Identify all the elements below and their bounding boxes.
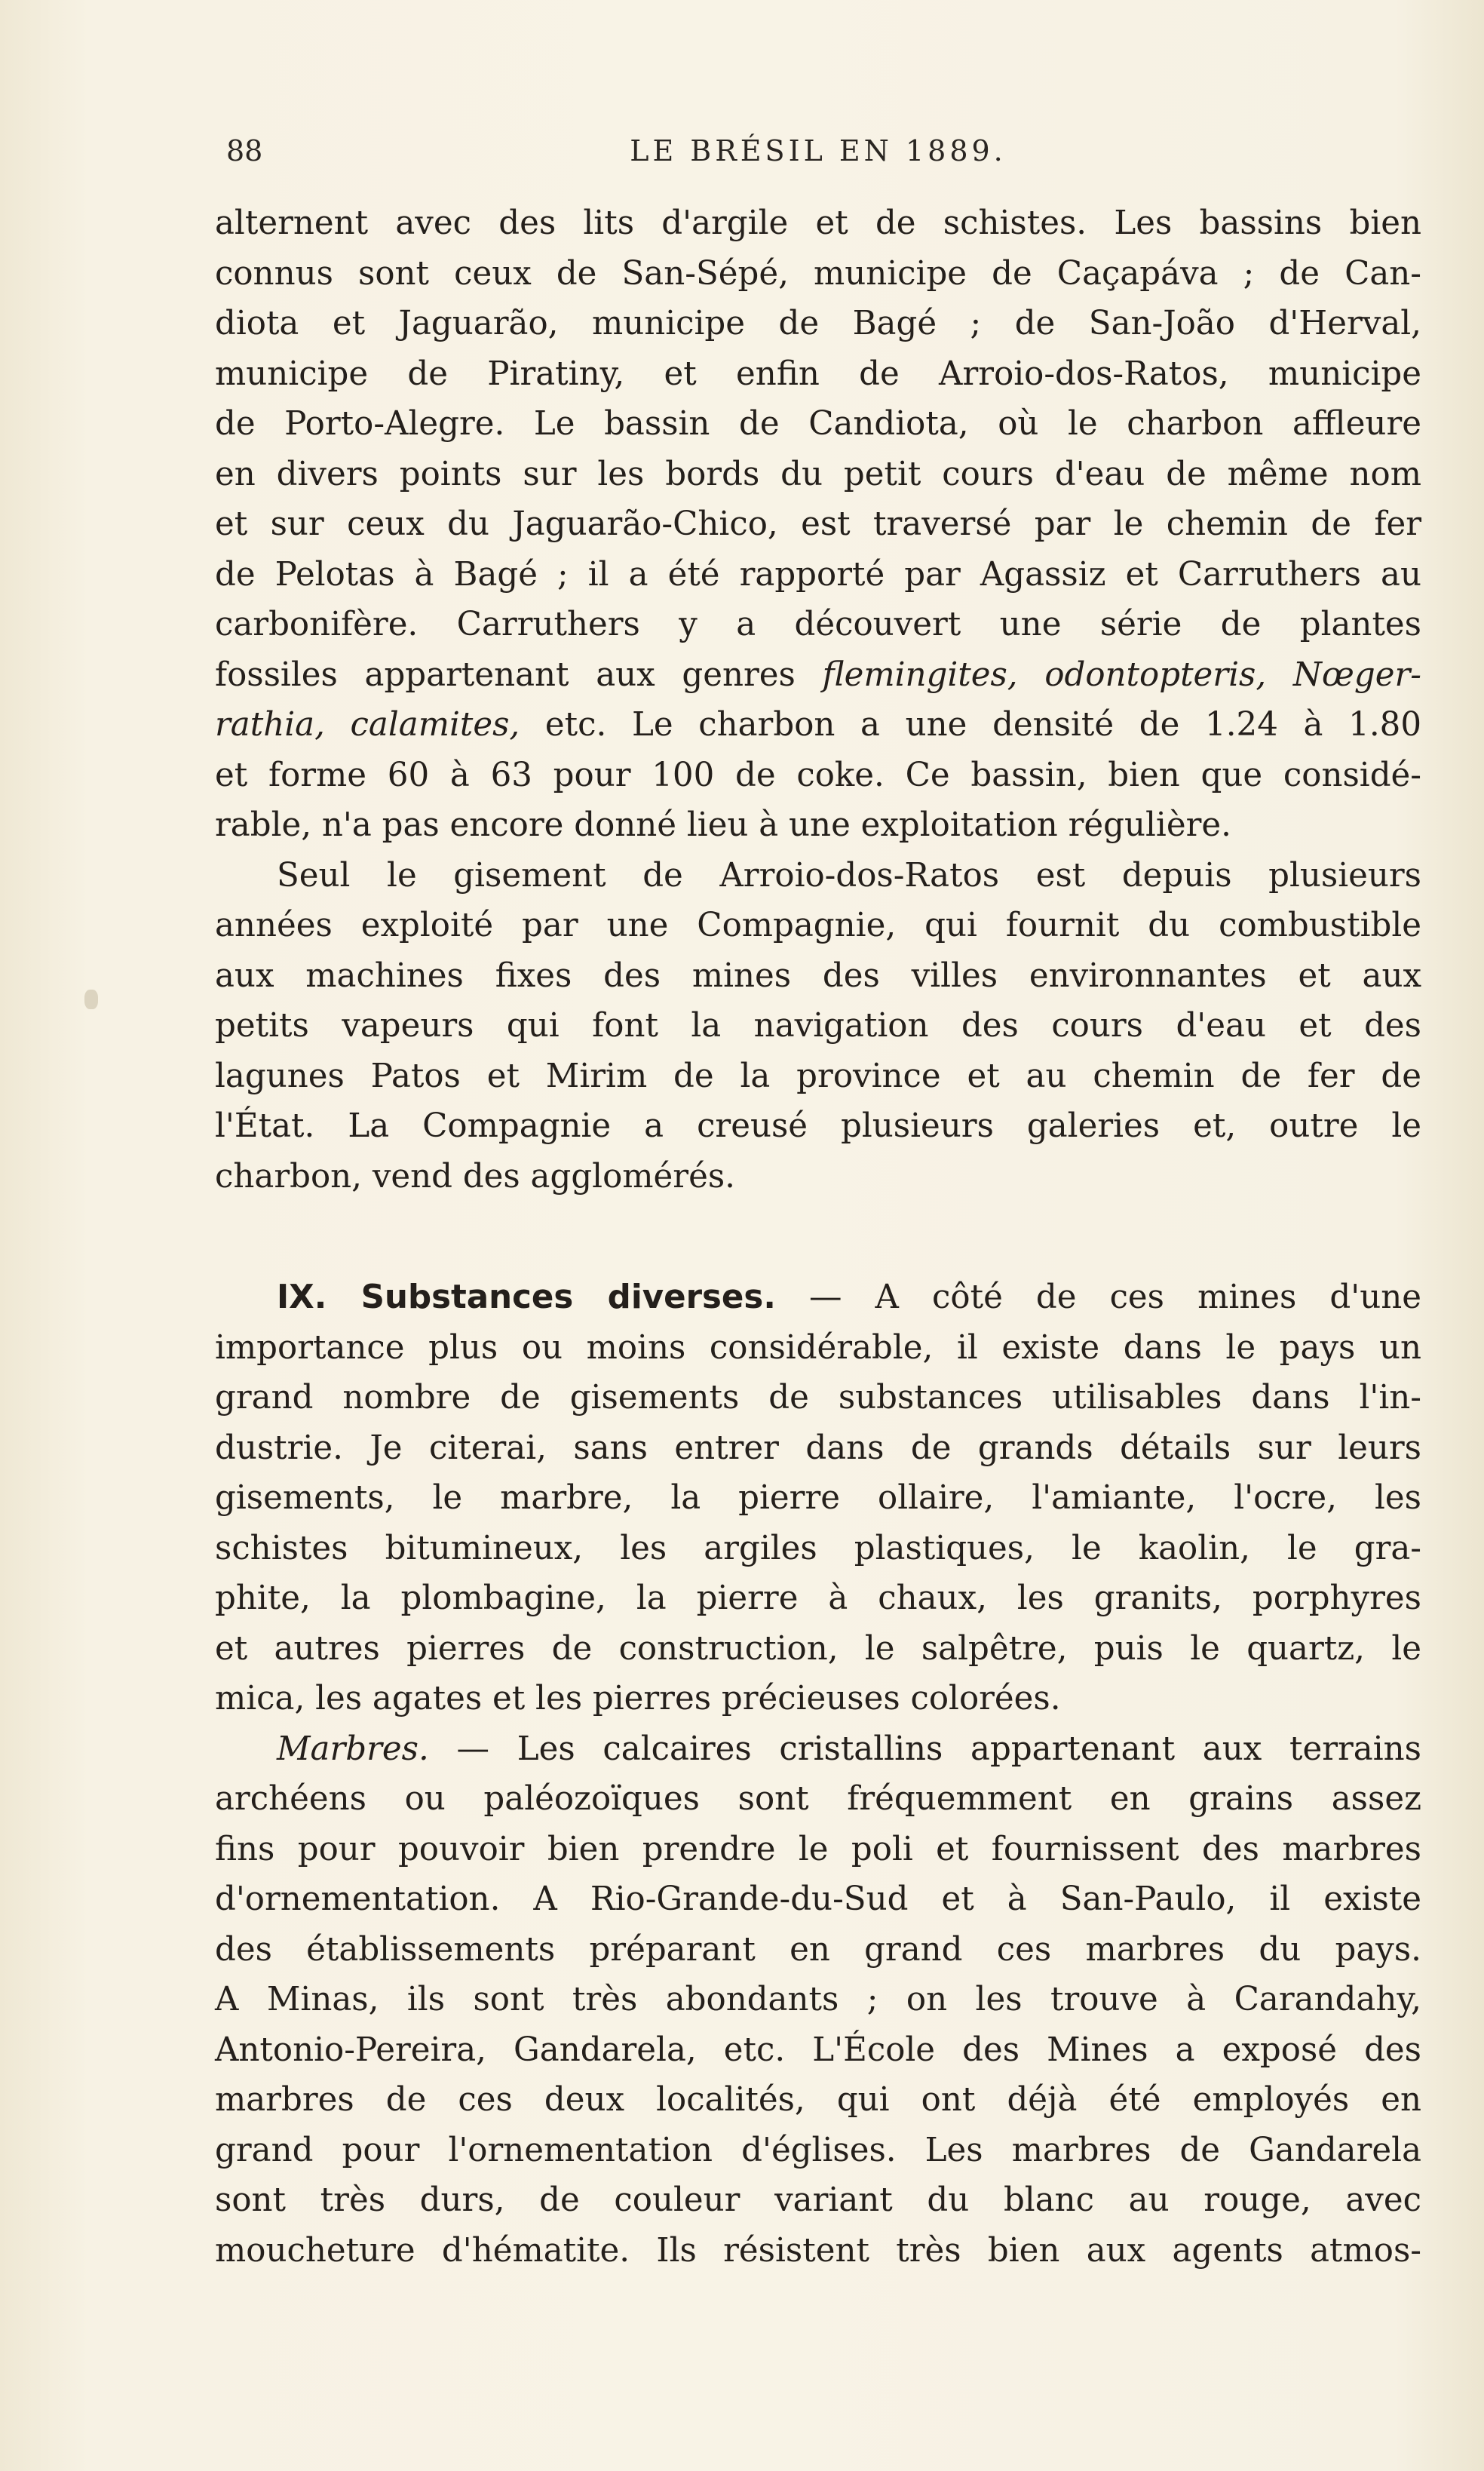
- text-line: et sur ceux du Jaguarão-Chico, est traversé par le chemin de fer: [215, 505, 1421, 543]
- text-line: connus sont ceux de San-Sépé, municipe de Caçapáva ; de Can-: [215, 254, 1421, 293]
- text-line: en divers points sur les bords du petit cours d'eau de même nom: [215, 455, 1421, 493]
- text-line: l'État. La Compagnie a creusé plusieurs galeries et, outre le: [215, 1107, 1421, 1145]
- heading-continuation: — Les calcaires cristallins appartenant aux terrains: [428, 1730, 1421, 1768]
- text-line: grand pour l'ornementation d'églises. Les marbres de Gandarela: [215, 2131, 1421, 2169]
- text-line: fins pour pouvoir bien prendre le poli et fournissent des marbres: [215, 1830, 1421, 1868]
- text-line: fossiles appartenant aux genres flemingites, odontopteris, Nœger-: [215, 655, 1421, 694]
- text-line: [215, 1724, 1421, 1775]
- paragraph-1: [215, 198, 1421, 851]
- text-line: moucheture d'hématite. Ils résistent très bien aux agents atmos-: [215, 2231, 1421, 2270]
- text-line: importance plus ou moins considérable, il existe dans le pays un: [215, 1328, 1421, 1367]
- page-number: 88: [226, 134, 263, 167]
- italic-genus-names: rathia, calamites,: [215, 706, 520, 744]
- text-line: mica, les agates et les pierres précieuses colorées.: [215, 1680, 1061, 1717]
- running-head: LE BRÉSIL EN 1889.: [630, 134, 1007, 167]
- text-line: diota et Jaguarão, municipe de Bagé ; de San-João d'Herval,: [215, 305, 1421, 342]
- text-line: alternent avec des lits d'argile et de schistes. Les bassins bien: [215, 204, 1421, 242]
- text-line: phite, la plombagine, la pierre à chaux, les granits, porphyres: [215, 1579, 1421, 1617]
- text-line: Seul le gisement de Arroio-dos-Ratos est depuis plusieurs: [277, 856, 1421, 895]
- page-blemish: [84, 990, 98, 1009]
- text-line: Antonio-Pereira, Gandarela, etc. L'École des Mines a exposé des: [215, 2031, 1421, 2069]
- text-line: et forme 60 à 63 pour 100 de coke. Ce bassin, bien que considé-: [215, 756, 1421, 794]
- text-line: petits vapeurs qui font la navigation des cours d'eau et des: [215, 1007, 1421, 1045]
- text-line: et autres pierres de construction, le salpêtre, puis le quartz, le: [215, 1629, 1421, 1668]
- text-line: sont très durs, de couleur variant du blanc au rouge, avec: [215, 2181, 1421, 2219]
- text-line: charbon, vend des agglomérés.: [215, 1157, 735, 1196]
- heading-continuation: — A côté de ces mines d'une: [775, 1278, 1421, 1316]
- text-line: d'ornementation. A Rio-Grande-du-Sud et à San-Paulo, il existe: [215, 1880, 1421, 1918]
- text-line: marbres de ces deux localités, qui ont déjà été employés en: [215, 2081, 1421, 2119]
- text-line: aux machines fixes des mines des villes environnantes et aux: [215, 956, 1421, 995]
- text-line: grand nombre de gisements de substances utilisables dans l'in-: [215, 1379, 1421, 1417]
- text-line: dustrie. Je citerai, sans entrer dans de grands détails sur leurs: [215, 1429, 1421, 1467]
- text-line: de Porto-Alegre. Le bassin de Candiota, où le charbon affleure: [215, 405, 1421, 443]
- text-line: de Pelotas à Bagé ; il a été rapporté par Agassiz et Carruthers au: [215, 555, 1421, 594]
- section-heading: IX. Substances diverses.: [277, 1278, 776, 1316]
- text-line: municipe de Piratiny, et enfin de Arroio-dos-Ratos, municipe: [215, 355, 1421, 393]
- text-line: archéens ou paléozoïques sont fréquemment en grains assez: [215, 1780, 1421, 1818]
- paragraph-2: [215, 851, 1421, 1202]
- text-line: gisements, le marbre, la pierre ollaire, l'amiante, l'ocre, les: [215, 1479, 1421, 1517]
- paragraph-4: [215, 1724, 1421, 2276]
- text-line: rable, n'a pas encore donné lieu à une exploitation régulière.: [215, 806, 1231, 844]
- section-gap: [215, 1202, 1421, 1272]
- body-text: [215, 198, 1421, 2276]
- text-line: carbonifère. Carruthers y a découvert une série de plantes: [215, 606, 1421, 643]
- paragraph-3: [215, 1272, 1421, 1724]
- text-line: années exploité par une Compagnie, qui fournit du combustible: [215, 907, 1421, 944]
- text-line: des établissements préparant en grand ces marbres du pays.: [215, 1930, 1421, 1969]
- text-line: [215, 1272, 1421, 1323]
- italic-genus-names: flemingites, odontopteris, Nœger-: [822, 655, 1421, 694]
- subsection-heading: Marbres.: [277, 1730, 429, 1768]
- text-line: rathia, calamites, etc. Le charbon a une densité de 1.24 à 1.80: [215, 706, 1421, 744]
- text-line: schistes bitumineux, les argiles plastiques, le kaolin, le gra-: [215, 1529, 1421, 1567]
- text-line: lagunes Patos et Mirim de la province et au chemin de fer de: [215, 1057, 1421, 1095]
- text-line: A Minas, ils sont très abondants ; on les trouve à Carandahy,: [215, 1981, 1421, 2018]
- page-header: [226, 134, 1410, 180]
